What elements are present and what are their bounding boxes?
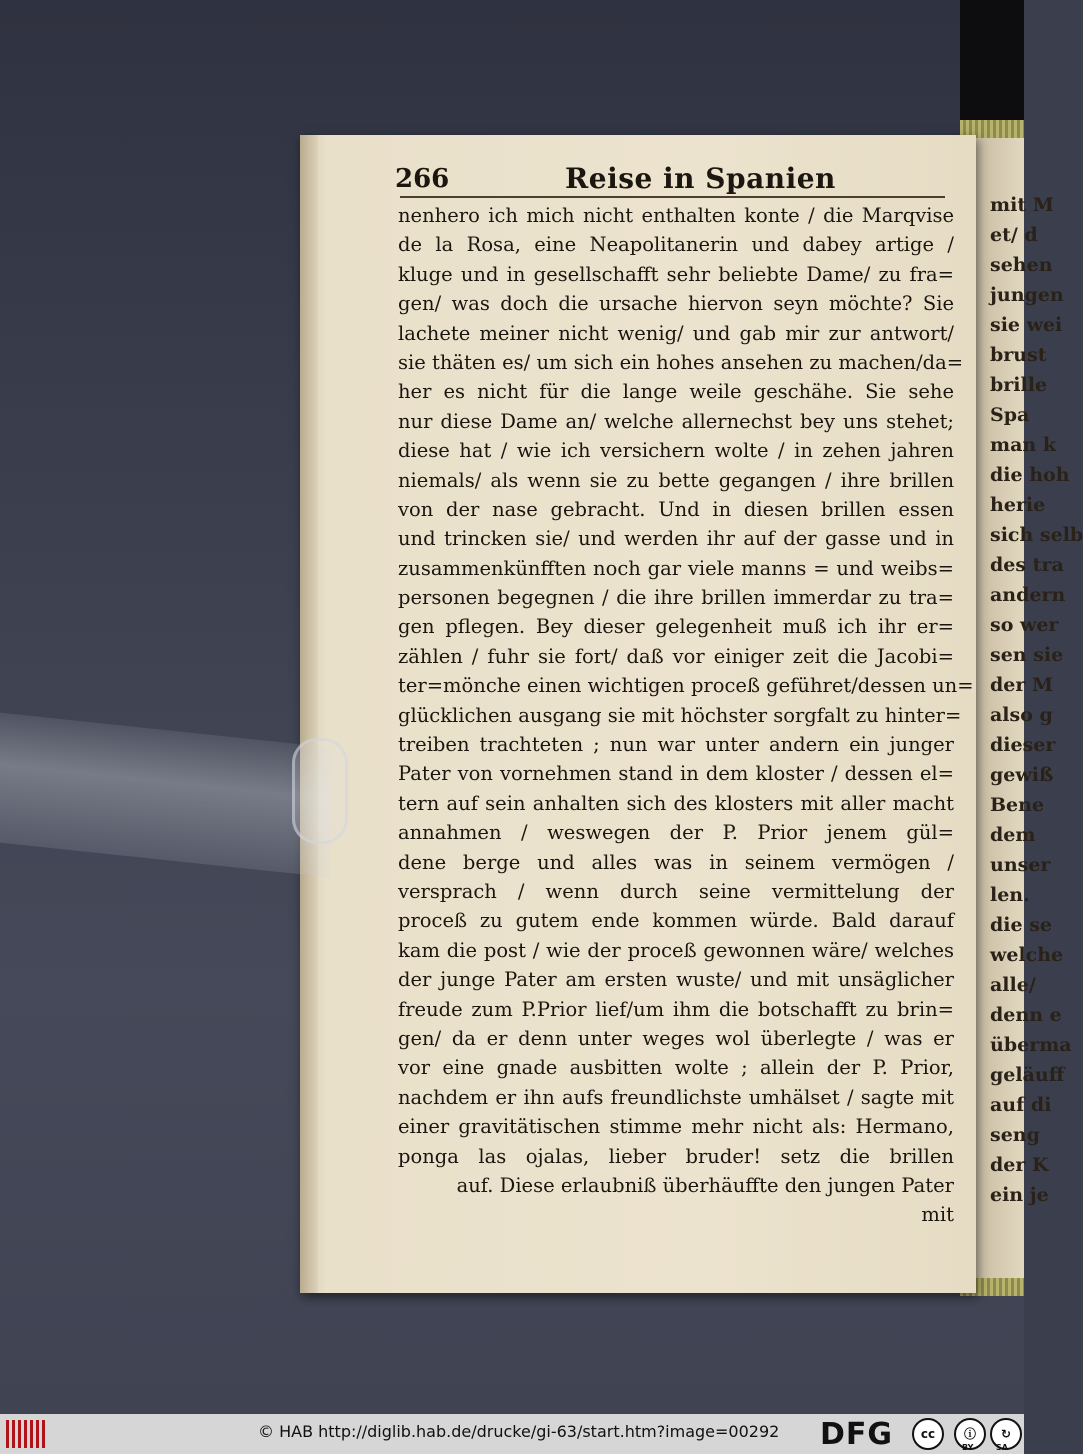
adjacent-page-fragment: geläuff [990, 1064, 1065, 1086]
running-title: Reise in Spanien [565, 162, 836, 195]
copyright-link[interactable]: © HAB http://diglib.hab.de/drucke/gi-63/start.htm?image=00292 [258, 1422, 780, 1441]
adjacent-page-fragment: et/ d [990, 224, 1038, 246]
text-line: personen begegnen / die ihre brillen immerdar zu tra= [398, 586, 954, 610]
text-line: vor eine gnade ausbitten wolte ; allein der P. Prior, [398, 1056, 954, 1080]
hab-logo-icon [6, 1420, 48, 1448]
adjacent-page-fragment: der K [990, 1154, 1049, 1176]
text-line: nachdem er ihn aufs freundlichste umhälset / sagte mit [398, 1085, 954, 1109]
adjacent-page-text [976, 120, 1083, 1210]
dfg-logo: DFG [820, 1417, 894, 1452]
catchword: mit [921, 1203, 954, 1227]
text-line: proceß zu gutem ende kommen würde. Bald darauf [398, 909, 954, 933]
adjacent-page-fragment: seng [990, 1124, 1040, 1146]
text-line: ponga las ojalas, lieber bruder! setz die brillen [398, 1144, 954, 1168]
cc-license-icon[interactable]: cc [912, 1418, 944, 1450]
adjacent-page-fragment: mit M [990, 194, 1054, 216]
cc-sa-icon[interactable]: ↻ [990, 1418, 1022, 1450]
background-dark-corner [960, 0, 1024, 125]
adjacent-page-fragment: andern [990, 584, 1066, 606]
adjacent-page-fragment: die se [990, 914, 1052, 936]
text-line: der junge Pater am ersten wuste/ und mit unsäglicher [398, 968, 954, 992]
text-line: lachete meiner nicht wenig/ und gab mir zur antwort/ [398, 321, 954, 345]
text-line: freude zum P.Prior lief/um ihm die botschafft zu brin= [398, 997, 954, 1021]
text-line: kam die post / wie der proceß gewonnen wäre/ welches [398, 938, 954, 962]
text-line: zählen / fuhr sie fort/ daß vor einiger zeit die Jacobi= [398, 644, 954, 668]
adjacent-page-fragment: die hoh [990, 464, 1070, 486]
text-line: de la Rosa, eine Neapolitanerin und dabey artige / [398, 233, 954, 257]
text-line: gen/ da er denn unter weges wol überlegte / was er [398, 1026, 954, 1050]
adjacent-page-fragment: jungen [990, 284, 1064, 306]
text-line: glücklichen ausgang sie mit höchster sorgfalt zu hinter= [398, 703, 962, 727]
adjacent-page-fragment: der M [990, 674, 1054, 696]
adjacent-page-fragment: alle/ [990, 974, 1036, 996]
adjacent-page-fragment: überma [990, 1034, 1072, 1056]
adjacent-page-fragment: dieser [990, 734, 1056, 756]
adjacent-page-fragment: brust [990, 344, 1047, 366]
text-line: sie thäten es/ um sich ein hohes ansehen zu machen/da= [398, 350, 964, 374]
cc-by-label: BY [962, 1443, 974, 1452]
text-line: gen/ was doch die ursache hiervon seyn möchte? Sie [398, 292, 954, 316]
adjacent-page-fragment: so wer [990, 614, 1059, 636]
text-line: dene berge und alles was in seinem vermögen / [398, 850, 954, 874]
text-line: niemals/ als wenn sie zu bette gegangen / ihre brillen [398, 468, 954, 492]
adjacent-page-fragment: man k [990, 434, 1057, 456]
header-rule [400, 196, 945, 198]
text-line: nenhero ich mich nicht enthalten konte / die Marqvise [398, 204, 954, 227]
cc-sa-label: SA [996, 1443, 1008, 1452]
adjacent-page-fragment: dem [990, 824, 1036, 846]
text-line: nur diese Dame an/ welche allernechst bey uns stehet; [398, 409, 954, 433]
adjacent-page-fragment: sehen [990, 254, 1053, 276]
text-line: einer gravitätischen stimme mehr nicht als: Hermano, [398, 1115, 954, 1139]
adjacent-page-fragment: herie [990, 494, 1046, 516]
adjacent-page-fragment: auf di [990, 1094, 1052, 1116]
text-line: her es nicht für die lange weile geschähe. Sie sehe [398, 380, 954, 404]
adjacent-page-fragment: ein je [990, 1184, 1049, 1206]
adjacent-page-fragment: len. [990, 884, 1030, 906]
text-line: von der nase gebracht. Und in diesen brillen essen [398, 497, 954, 521]
adjacent-page-fragment: sen sie [990, 644, 1064, 666]
text-line: tern auf sein anhalten sich des klosters mit aller macht [398, 791, 954, 815]
adjacent-page-fragment: denn e [990, 1004, 1062, 1026]
adjacent-page-fragment: Spa [990, 404, 1030, 426]
adjacent-page-fragment: sie wei [990, 314, 1063, 336]
adjacent-page-fragment: unser [990, 854, 1051, 876]
text-line: kluge und in gesellschafft sehr beliebte Dame/ zu fra= [398, 262, 954, 286]
text-line: und trincken sie/ und werden ihr auf der gasse und in [398, 527, 954, 551]
text-line: versprach / wenn durch seine vermittelung der [398, 879, 954, 903]
text-line: auf. Diese erlaubniß überhäuffte den jungen Pater [456, 1173, 954, 1197]
page-gutter-edge [300, 135, 318, 1293]
adjacent-page [976, 120, 1083, 1295]
adjacent-page-fragment: brille [990, 374, 1048, 396]
text-line: Pater von vornehmen stand in dem kloster / dessen el= [398, 762, 954, 786]
text-line: zusammenkünfften noch gar viele manns = und weibs= [398, 556, 954, 580]
adjacent-page-fragment: sich selb [990, 524, 1083, 546]
text-line: treiben trachteten ; nun war unter andern ein junger [398, 733, 954, 757]
adjacent-page-fragment: Bene [990, 794, 1045, 816]
page-header [395, 162, 955, 198]
adjacent-page-fragment: gewiß [990, 764, 1054, 786]
book-clip-tip [292, 738, 348, 844]
text-line: diese hat / wie ich versichern wolte / in zehen jahren [398, 439, 954, 463]
adjacent-page-fragment: also g [990, 704, 1053, 726]
adjacent-page-fragment: welche [990, 944, 1064, 966]
text-line: ter=mönche einen wichtigen proceß geführet/dessen un= [398, 674, 974, 698]
text-line: annahmen / weswegen der P. Prior jenem gül= [398, 821, 954, 845]
cc-by-icon[interactable]: ⓘ [954, 1418, 986, 1450]
page-body-text [398, 204, 974, 1233]
page-number: 266 [395, 164, 450, 194]
text-line: gen pflegen. Bey dieser gelegenheit muß ich ihr er= [398, 615, 954, 639]
adjacent-page-fragment: des tra [990, 554, 1064, 576]
